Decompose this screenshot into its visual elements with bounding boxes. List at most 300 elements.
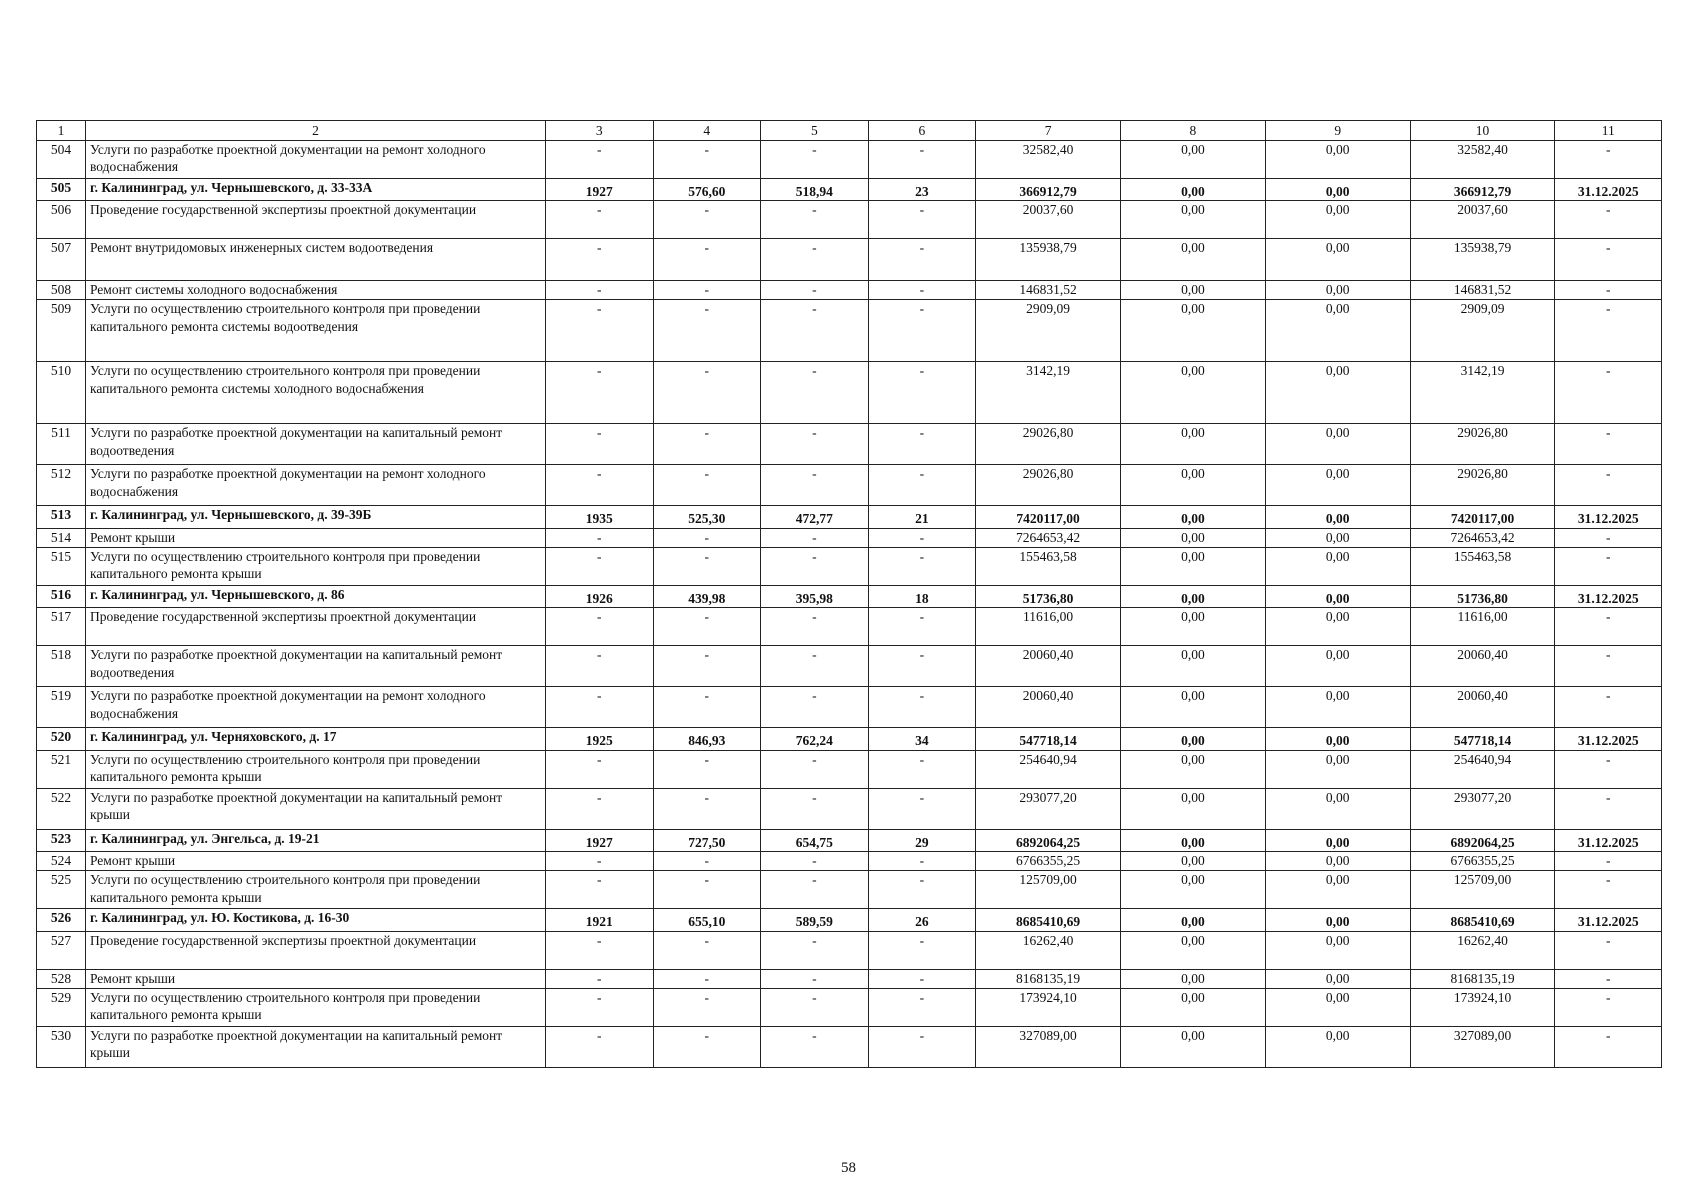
- regional-fund-cell: 125709,00: [1410, 871, 1555, 909]
- living-area-cell: -: [761, 239, 869, 281]
- fund-b-cell: 0,00: [1265, 178, 1410, 201]
- total-cost-cell: 293077,20: [976, 788, 1121, 829]
- regional-fund-cell: 16262,40: [1410, 931, 1555, 969]
- deadline-cell: -: [1555, 1026, 1662, 1067]
- year-built-cell: -: [545, 931, 653, 969]
- deadline-cell: -: [1555, 931, 1662, 969]
- regional-fund-cell: 51736,80: [1410, 585, 1555, 608]
- residents-cell: 21: [868, 506, 976, 529]
- year-built-cell: -: [545, 239, 653, 281]
- residents-cell: -: [868, 871, 976, 909]
- total-area-cell: -: [653, 608, 761, 646]
- column-number-2: 2: [85, 121, 545, 141]
- work-item-row: [37, 788, 1662, 829]
- work-item-row: [37, 608, 1662, 646]
- row-number-cell: 529: [37, 988, 86, 1026]
- fund-a-cell: 0,00: [1120, 547, 1265, 585]
- work-item-row: [37, 465, 1662, 506]
- description-cell: Услуги по осуществлению строительного контроля при проведении капитального ремонта крыши: [85, 871, 545, 909]
- living-area-cell: -: [761, 528, 869, 547]
- fund-b-cell: 0,00: [1265, 528, 1410, 547]
- regional-fund-cell: 29026,80: [1410, 424, 1555, 465]
- fund-a-cell: 0,00: [1120, 1026, 1265, 1067]
- description-cell: Услуги по разработке проектной документации на капитальный ремонт водоотведения: [85, 424, 545, 465]
- fund-b-cell: 0,00: [1265, 750, 1410, 788]
- fund-b-cell: 0,00: [1265, 585, 1410, 608]
- fund-b-cell: 0,00: [1265, 281, 1410, 300]
- total-cost-cell: 366912,79: [976, 178, 1121, 201]
- deadline-cell: 31.12.2025: [1555, 829, 1662, 852]
- deadline-cell: -: [1555, 140, 1662, 178]
- deadline-cell: -: [1555, 788, 1662, 829]
- regional-fund-cell: 7264653,42: [1410, 528, 1555, 547]
- year-built-cell: -: [545, 201, 653, 239]
- work-item-row: [37, 140, 1662, 178]
- description-cell: Услуги по разработке проектной документации на капитальный ремонт крыши: [85, 788, 545, 829]
- column-number-10: 10: [1410, 121, 1555, 141]
- total-area-cell: -: [653, 300, 761, 362]
- residents-cell: 23: [868, 178, 976, 201]
- regional-fund-cell: 11616,00: [1410, 608, 1555, 646]
- total-area-cell: -: [653, 750, 761, 788]
- deadline-cell: -: [1555, 750, 1662, 788]
- residents-cell: -: [868, 465, 976, 506]
- row-number-cell: 524: [37, 852, 86, 871]
- description-cell: Услуги по осуществлению строительного контроля при проведении капитального ремонта системы водоотведения: [85, 300, 545, 362]
- fund-a-cell: 0,00: [1120, 465, 1265, 506]
- residents-cell: -: [868, 362, 976, 424]
- description-cell: Услуги по разработке проектной документации на ремонт холодного водоснабжения: [85, 140, 545, 178]
- works-table: [36, 120, 1662, 1068]
- work-item-row: [37, 931, 1662, 969]
- regional-fund-cell: 2909,09: [1410, 300, 1555, 362]
- living-area-cell: -: [761, 852, 869, 871]
- residents-cell: -: [868, 547, 976, 585]
- living-area-cell: -: [761, 140, 869, 178]
- total-cost-cell: 146831,52: [976, 281, 1121, 300]
- fund-a-cell: 0,00: [1120, 687, 1265, 728]
- deadline-cell: -: [1555, 646, 1662, 687]
- regional-fund-cell: 366912,79: [1410, 178, 1555, 201]
- description-cell: Услуги по разработке проектной документации на ремонт холодного водоснабжения: [85, 687, 545, 728]
- regional-fund-cell: 6766355,25: [1410, 852, 1555, 871]
- living-area-cell: 518,94: [761, 178, 869, 201]
- fund-b-cell: 0,00: [1265, 969, 1410, 988]
- year-built-cell: -: [545, 871, 653, 909]
- description-cell: г. Калининград, ул. Чернышевского, д. 86: [85, 585, 545, 608]
- description-cell: Услуги по осуществлению строительного контроля при проведении капитального ремонта крыши: [85, 547, 545, 585]
- residents-cell: -: [868, 300, 976, 362]
- regional-fund-cell: 29026,80: [1410, 465, 1555, 506]
- fund-b-cell: 0,00: [1265, 239, 1410, 281]
- residents-cell: -: [868, 852, 976, 871]
- fund-b-cell: 0,00: [1265, 424, 1410, 465]
- living-area-cell: 395,98: [761, 585, 869, 608]
- residents-cell: -: [868, 988, 976, 1026]
- fund-a-cell: 0,00: [1120, 506, 1265, 529]
- living-area-cell: -: [761, 281, 869, 300]
- residents-cell: 29: [868, 829, 976, 852]
- column-number-5: 5: [761, 121, 869, 141]
- description-cell: Услуги по разработке проектной документации на капитальный ремонт водоотведения: [85, 646, 545, 687]
- regional-fund-cell: 8685410,69: [1410, 909, 1555, 932]
- residents-cell: -: [868, 424, 976, 465]
- deadline-cell: -: [1555, 547, 1662, 585]
- column-number-11: 11: [1555, 121, 1662, 141]
- total-cost-cell: 32582,40: [976, 140, 1121, 178]
- fund-b-cell: 0,00: [1265, 788, 1410, 829]
- total-cost-cell: 20060,40: [976, 687, 1121, 728]
- work-item-row: [37, 687, 1662, 728]
- year-built-cell: -: [545, 646, 653, 687]
- total-area-cell: -: [653, 1026, 761, 1067]
- living-area-cell: -: [761, 931, 869, 969]
- total-area-cell: -: [653, 424, 761, 465]
- regional-fund-cell: 547718,14: [1410, 728, 1555, 751]
- column-number-3: 3: [545, 121, 653, 141]
- total-area-cell: -: [653, 362, 761, 424]
- fund-a-cell: 0,00: [1120, 728, 1265, 751]
- total-area-cell: -: [653, 969, 761, 988]
- fund-a-cell: 0,00: [1120, 788, 1265, 829]
- row-number-cell: 521: [37, 750, 86, 788]
- year-built-cell: -: [545, 608, 653, 646]
- total-cost-cell: 29026,80: [976, 424, 1121, 465]
- work-item-row: [37, 871, 1662, 909]
- regional-fund-cell: 254640,94: [1410, 750, 1555, 788]
- total-area-cell: -: [653, 646, 761, 687]
- total-area-cell: -: [653, 528, 761, 547]
- deadline-cell: -: [1555, 687, 1662, 728]
- year-built-cell: -: [545, 788, 653, 829]
- column-number-7: 7: [976, 121, 1121, 141]
- description-cell: г. Калининград, ул. Чернышевского, д. 39-39Б: [85, 506, 545, 529]
- description-cell: г. Калининград, ул. Черняховского, д. 17: [85, 728, 545, 751]
- fund-a-cell: 0,00: [1120, 239, 1265, 281]
- total-cost-cell: 7420117,00: [976, 506, 1121, 529]
- row-number-cell: 516: [37, 585, 86, 608]
- regional-fund-cell: 20060,40: [1410, 646, 1555, 687]
- total-cost-cell: 51736,80: [976, 585, 1121, 608]
- living-area-cell: -: [761, 424, 869, 465]
- fund-b-cell: 0,00: [1265, 1026, 1410, 1067]
- column-number-9: 9: [1265, 121, 1410, 141]
- total-area-cell: -: [653, 852, 761, 871]
- total-area-cell: -: [653, 281, 761, 300]
- year-built-cell: -: [545, 465, 653, 506]
- address-row: [37, 506, 1662, 529]
- living-area-cell: -: [761, 969, 869, 988]
- total-cost-cell: 254640,94: [976, 750, 1121, 788]
- total-area-cell: 727,50: [653, 829, 761, 852]
- total-area-cell: 439,98: [653, 585, 761, 608]
- fund-a-cell: 0,00: [1120, 646, 1265, 687]
- fund-b-cell: 0,00: [1265, 871, 1410, 909]
- deadline-cell: 31.12.2025: [1555, 585, 1662, 608]
- total-area-cell: -: [653, 239, 761, 281]
- residents-cell: -: [868, 608, 976, 646]
- residents-cell: -: [868, 788, 976, 829]
- living-area-cell: 472,77: [761, 506, 869, 529]
- regional-fund-cell: 327089,00: [1410, 1026, 1555, 1067]
- residents-cell: -: [868, 239, 976, 281]
- year-built-cell: -: [545, 750, 653, 788]
- fund-b-cell: 0,00: [1265, 506, 1410, 529]
- total-cost-cell: 16262,40: [976, 931, 1121, 969]
- fund-a-cell: 0,00: [1120, 201, 1265, 239]
- year-built-cell: 1927: [545, 178, 653, 201]
- description-cell: Ремонт крыши: [85, 969, 545, 988]
- deadline-cell: -: [1555, 852, 1662, 871]
- living-area-cell: 654,75: [761, 829, 869, 852]
- table-body: [37, 121, 1662, 1068]
- residents-cell: -: [868, 1026, 976, 1067]
- fund-b-cell: 0,00: [1265, 988, 1410, 1026]
- row-number-cell: 519: [37, 687, 86, 728]
- living-area-cell: -: [761, 1026, 869, 1067]
- deadline-cell: -: [1555, 281, 1662, 300]
- fund-b-cell: 0,00: [1265, 687, 1410, 728]
- row-number-cell: 527: [37, 931, 86, 969]
- work-item-row: [37, 362, 1662, 424]
- fund-a-cell: 0,00: [1120, 969, 1265, 988]
- row-number-cell: 514: [37, 528, 86, 547]
- fund-a-cell: 0,00: [1120, 909, 1265, 932]
- regional-fund-cell: 7420117,00: [1410, 506, 1555, 529]
- work-item-row: [37, 750, 1662, 788]
- row-number-cell: 517: [37, 608, 86, 646]
- column-number-row: [37, 121, 1662, 141]
- residents-cell: 18: [868, 585, 976, 608]
- fund-b-cell: 0,00: [1265, 931, 1410, 969]
- work-item-row: [37, 300, 1662, 362]
- living-area-cell: -: [761, 362, 869, 424]
- total-cost-cell: 155463,58: [976, 547, 1121, 585]
- deadline-cell: -: [1555, 988, 1662, 1026]
- row-number-cell: 528: [37, 969, 86, 988]
- work-item-row: [37, 201, 1662, 239]
- row-number-cell: 504: [37, 140, 86, 178]
- year-built-cell: -: [545, 988, 653, 1026]
- total-area-cell: 525,30: [653, 506, 761, 529]
- fund-a-cell: 0,00: [1120, 424, 1265, 465]
- regional-fund-cell: 8168135,19: [1410, 969, 1555, 988]
- year-built-cell: 1925: [545, 728, 653, 751]
- deadline-cell: -: [1555, 362, 1662, 424]
- residents-cell: -: [868, 281, 976, 300]
- total-area-cell: 846,93: [653, 728, 761, 751]
- fund-a-cell: 0,00: [1120, 988, 1265, 1026]
- fund-a-cell: 0,00: [1120, 528, 1265, 547]
- description-cell: г. Калининград, ул. Ю. Костикова, д. 16-30: [85, 909, 545, 932]
- total-area-cell: -: [653, 201, 761, 239]
- total-area-cell: 576,60: [653, 178, 761, 201]
- regional-fund-cell: 3142,19: [1410, 362, 1555, 424]
- year-built-cell: -: [545, 281, 653, 300]
- total-area-cell: -: [653, 931, 761, 969]
- regional-fund-cell: 135938,79: [1410, 239, 1555, 281]
- total-cost-cell: 327089,00: [976, 1026, 1121, 1067]
- fund-a-cell: 0,00: [1120, 585, 1265, 608]
- row-number-cell: 523: [37, 829, 86, 852]
- fund-a-cell: 0,00: [1120, 140, 1265, 178]
- deadline-cell: -: [1555, 528, 1662, 547]
- living-area-cell: -: [761, 788, 869, 829]
- total-cost-cell: 173924,10: [976, 988, 1121, 1026]
- regional-fund-cell: 20060,40: [1410, 687, 1555, 728]
- living-area-cell: -: [761, 465, 869, 506]
- description-cell: Ремонт внутридомовых инженерных систем водоотведения: [85, 239, 545, 281]
- fund-a-cell: 0,00: [1120, 281, 1265, 300]
- living-area-cell: -: [761, 646, 869, 687]
- living-area-cell: 762,24: [761, 728, 869, 751]
- work-item-row: [37, 528, 1662, 547]
- address-row: [37, 178, 1662, 201]
- fund-b-cell: 0,00: [1265, 201, 1410, 239]
- deadline-cell: -: [1555, 871, 1662, 909]
- description-cell: Услуги по разработке проектной документации на ремонт холодного водоснабжения: [85, 465, 545, 506]
- deadline-cell: 31.12.2025: [1555, 178, 1662, 201]
- year-built-cell: -: [545, 1026, 653, 1067]
- row-number-cell: 508: [37, 281, 86, 300]
- residents-cell: -: [868, 201, 976, 239]
- total-cost-cell: 3142,19: [976, 362, 1121, 424]
- address-row: [37, 829, 1662, 852]
- total-area-cell: -: [653, 547, 761, 585]
- deadline-cell: -: [1555, 424, 1662, 465]
- year-built-cell: 1926: [545, 585, 653, 608]
- regional-fund-cell: 293077,20: [1410, 788, 1555, 829]
- description-cell: Ремонт крыши: [85, 528, 545, 547]
- year-built-cell: 1927: [545, 829, 653, 852]
- description-cell: Проведение государственной экспертизы проектной документации: [85, 201, 545, 239]
- total-cost-cell: 20037,60: [976, 201, 1121, 239]
- residents-cell: -: [868, 931, 976, 969]
- row-number-cell: 510: [37, 362, 86, 424]
- residents-cell: 34: [868, 728, 976, 751]
- total-area-cell: -: [653, 788, 761, 829]
- description-cell: г. Калининград, ул. Чернышевского, д. 33-33А: [85, 178, 545, 201]
- total-cost-cell: 125709,00: [976, 871, 1121, 909]
- total-area-cell: -: [653, 140, 761, 178]
- year-built-cell: -: [545, 528, 653, 547]
- row-number-cell: 525: [37, 871, 86, 909]
- year-built-cell: -: [545, 547, 653, 585]
- fund-b-cell: 0,00: [1265, 728, 1410, 751]
- work-item-row: [37, 852, 1662, 871]
- column-number-1: 1: [37, 121, 86, 141]
- regional-fund-cell: 173924,10: [1410, 988, 1555, 1026]
- fund-a-cell: 0,00: [1120, 852, 1265, 871]
- fund-b-cell: 0,00: [1265, 362, 1410, 424]
- year-built-cell: -: [545, 300, 653, 362]
- living-area-cell: -: [761, 687, 869, 728]
- regional-fund-cell: 146831,52: [1410, 281, 1555, 300]
- fund-a-cell: 0,00: [1120, 829, 1265, 852]
- fund-b-cell: 0,00: [1265, 909, 1410, 932]
- row-number-cell: 505: [37, 178, 86, 201]
- year-built-cell: -: [545, 140, 653, 178]
- living-area-cell: -: [761, 608, 869, 646]
- fund-b-cell: 0,00: [1265, 646, 1410, 687]
- work-item-row: [37, 988, 1662, 1026]
- fund-b-cell: 0,00: [1265, 852, 1410, 871]
- description-cell: г. Калининград, ул. Энгельса, д. 19-21: [85, 829, 545, 852]
- work-item-row: [37, 969, 1662, 988]
- year-built-cell: 1935: [545, 506, 653, 529]
- work-item-row: [37, 424, 1662, 465]
- row-number-cell: 526: [37, 909, 86, 932]
- row-number-cell: 530: [37, 1026, 86, 1067]
- total-cost-cell: 6766355,25: [976, 852, 1121, 871]
- work-item-row: [37, 547, 1662, 585]
- fund-a-cell: 0,00: [1120, 750, 1265, 788]
- work-item-row: [37, 239, 1662, 281]
- total-cost-cell: 2909,09: [976, 300, 1121, 362]
- description-cell: Проведение государственной экспертизы проектной документации: [85, 608, 545, 646]
- total-cost-cell: 7264653,42: [976, 528, 1121, 547]
- regional-fund-cell: 6892064,25: [1410, 829, 1555, 852]
- work-item-row: [37, 646, 1662, 687]
- total-area-cell: -: [653, 687, 761, 728]
- row-number-cell: 520: [37, 728, 86, 751]
- fund-b-cell: 0,00: [1265, 465, 1410, 506]
- description-cell: Ремонт крыши: [85, 852, 545, 871]
- total-area-cell: 655,10: [653, 909, 761, 932]
- regional-fund-cell: 155463,58: [1410, 547, 1555, 585]
- row-number-cell: 507: [37, 239, 86, 281]
- address-row: [37, 585, 1662, 608]
- total-cost-cell: 6892064,25: [976, 829, 1121, 852]
- fund-b-cell: 0,00: [1265, 608, 1410, 646]
- year-built-cell: -: [545, 852, 653, 871]
- year-built-cell: -: [545, 424, 653, 465]
- fund-a-cell: 0,00: [1120, 300, 1265, 362]
- description-cell: Услуги по осуществлению строительного контроля при проведении капитального ремонта крыши: [85, 988, 545, 1026]
- work-item-row: [37, 281, 1662, 300]
- description-cell: Ремонт системы холодного водоснабжения: [85, 281, 545, 300]
- residents-cell: -: [868, 140, 976, 178]
- row-number-cell: 511: [37, 424, 86, 465]
- column-number-4: 4: [653, 121, 761, 141]
- address-row: [37, 728, 1662, 751]
- total-cost-cell: 11616,00: [976, 608, 1121, 646]
- year-built-cell: -: [545, 969, 653, 988]
- total-area-cell: -: [653, 871, 761, 909]
- living-area-cell: -: [761, 300, 869, 362]
- row-number-cell: 509: [37, 300, 86, 362]
- living-area-cell: -: [761, 201, 869, 239]
- row-number-cell: 518: [37, 646, 86, 687]
- deadline-cell: -: [1555, 608, 1662, 646]
- fund-b-cell: 0,00: [1265, 140, 1410, 178]
- residents-cell: -: [868, 646, 976, 687]
- row-number-cell: 513: [37, 506, 86, 529]
- address-row: [37, 909, 1662, 932]
- description-cell: Услуги по осуществлению строительного контроля при проведении капитального ремонта системы холодного водоснабжения: [85, 362, 545, 424]
- fund-a-cell: 0,00: [1120, 178, 1265, 201]
- row-number-cell: 522: [37, 788, 86, 829]
- row-number-cell: 512: [37, 465, 86, 506]
- total-cost-cell: 135938,79: [976, 239, 1121, 281]
- fund-b-cell: 0,00: [1265, 547, 1410, 585]
- page-number: 58: [841, 1160, 856, 1176]
- year-built-cell: -: [545, 687, 653, 728]
- residents-cell: -: [868, 969, 976, 988]
- deadline-cell: -: [1555, 300, 1662, 362]
- deadline-cell: -: [1555, 201, 1662, 239]
- deadline-cell: -: [1555, 969, 1662, 988]
